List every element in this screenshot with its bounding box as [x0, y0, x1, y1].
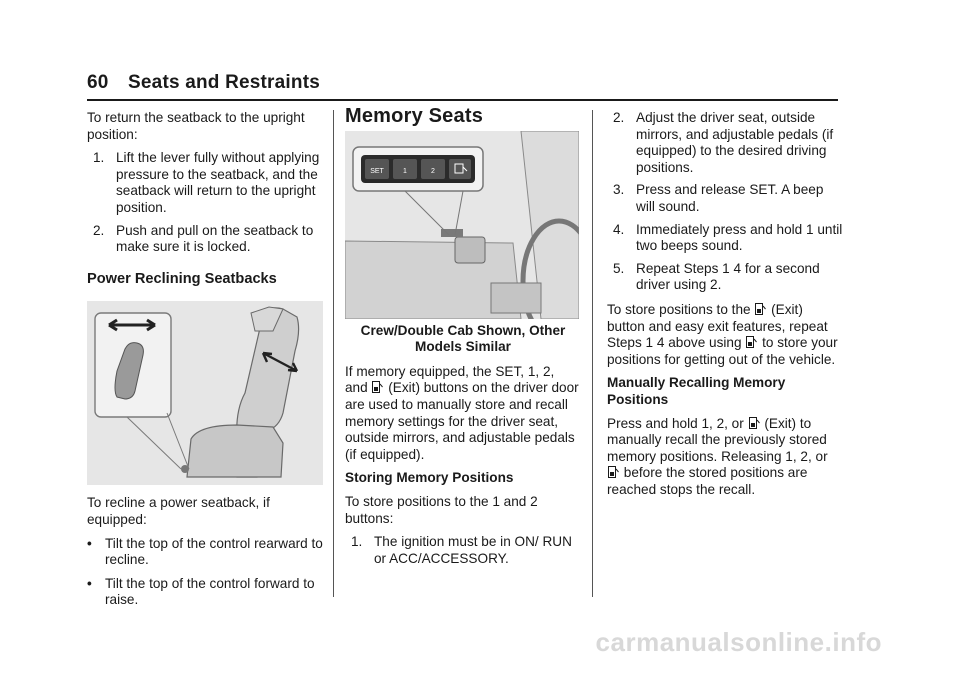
step-text: The ignition must be in ON/ RUN or ACC/ACCESSORY.	[374, 534, 572, 566]
step-text: Lift the lever fully without applying pressure to the seatback, and the seatback will return to the upright position.	[116, 150, 320, 215]
figure-caption: Crew/Double Cab Shown, Other Models Similar	[360, 322, 566, 355]
step-number: 1.	[93, 150, 105, 166]
list-item	[87, 223, 323, 256]
step-number: 4.	[613, 221, 625, 237]
para-text: before the stored positions are reached stops the recall.	[607, 465, 808, 497]
bullet-text: Tilt the top of the control forward to raise.	[105, 575, 315, 608]
step-number: 2.	[613, 110, 625, 125]
power-recline-illustration	[87, 301, 323, 485]
list-item	[87, 150, 323, 216]
list-item	[607, 261, 843, 294]
column-3	[607, 110, 843, 505]
column-divider-2	[592, 110, 593, 597]
exit-icon	[746, 336, 757, 348]
bullet: •	[87, 575, 92, 591]
memory-2-label: 2	[431, 167, 435, 175]
store-steps-continued	[607, 110, 843, 294]
store-steps	[345, 534, 581, 567]
recalling-heading: Manually Recalling Memory Positions	[607, 375, 786, 407]
store-intro: To store positions to the 1 and 2 buttons:	[345, 493, 538, 526]
para-text: If memory equipped, the SET, 1, 2,	[345, 363, 555, 379]
step-text: Repeat Steps 1 4 for a second driver using 2.	[636, 260, 820, 293]
step-text: Press and release SET. A beep will sound.	[636, 182, 824, 214]
page-header	[87, 72, 320, 94]
list-item	[607, 222, 843, 255]
column-2	[345, 105, 581, 575]
para-text: Press and hold 1, 2, or	[607, 415, 744, 431]
memory-para	[345, 364, 581, 464]
para-text: and	[345, 380, 368, 396]
memory-1-label: 1	[403, 167, 407, 175]
step-number: 2.	[93, 222, 105, 238]
recline-intro: To recline a power seatback, if equipped:	[87, 495, 270, 527]
step-text: Immediately press and hold 1 until two beeps sound.	[636, 221, 843, 254]
exit-icon	[608, 466, 619, 478]
bullet: •	[87, 535, 92, 551]
step-number: 5.	[613, 260, 625, 276]
para-text: (Exit) button and easy exit features, repeat Steps 1 4 above using	[607, 301, 828, 351]
section-title: Seats and Restraints	[128, 72, 320, 93]
list-item	[607, 182, 843, 215]
para-text: (Exit) buttons on the driver door are used to manually store and recall memory settings for the driver seat, outside mirrors, and adjustable pedals (if equipped).	[345, 380, 579, 462]
watermark: carmanualsonline.info	[595, 627, 882, 657]
memory-seats-heading: Memory Seats	[345, 105, 484, 127]
list-item	[607, 110, 843, 176]
page-number: 60	[87, 72, 109, 93]
list-item	[345, 534, 581, 567]
upright-intro: To return the seatback to the upright position:	[87, 110, 305, 142]
step-number: 1.	[351, 534, 363, 550]
power-reclining-heading: Power Reclining Seatbacks	[87, 270, 277, 287]
step-text: Push and pull on the seatback to make sure it is locked.	[116, 222, 314, 255]
exit-icon	[749, 417, 760, 429]
column-1	[87, 110, 323, 616]
exit-store-para	[607, 302, 843, 368]
recall-para	[607, 416, 843, 499]
para-text: To store positions to the	[607, 301, 751, 317]
exit-icon	[372, 381, 383, 393]
exit-icon	[755, 303, 766, 315]
step-text: Adjust the driver seat, outside mirrors, and adjustable pedals (if equipped) to the desired driving positions.	[636, 110, 834, 175]
list-item	[87, 576, 323, 609]
memory-buttons-illustration	[345, 131, 579, 319]
set-button-label: SET	[370, 167, 384, 175]
header-rule	[87, 99, 838, 101]
para-text: (Exit) to manually recall the previously stored memory positions. Releasing 1, 2, or	[607, 415, 828, 464]
para-text: to store your positions for getting out of the vehicle.	[607, 335, 838, 367]
storing-heading: Storing Memory Positions	[345, 470, 514, 486]
bullet-text: Tilt the top of the control rearward to recline.	[105, 535, 323, 568]
column-divider-1	[333, 110, 334, 597]
upright-steps	[87, 150, 323, 256]
step-number: 3.	[613, 182, 625, 198]
list-item	[87, 536, 323, 569]
